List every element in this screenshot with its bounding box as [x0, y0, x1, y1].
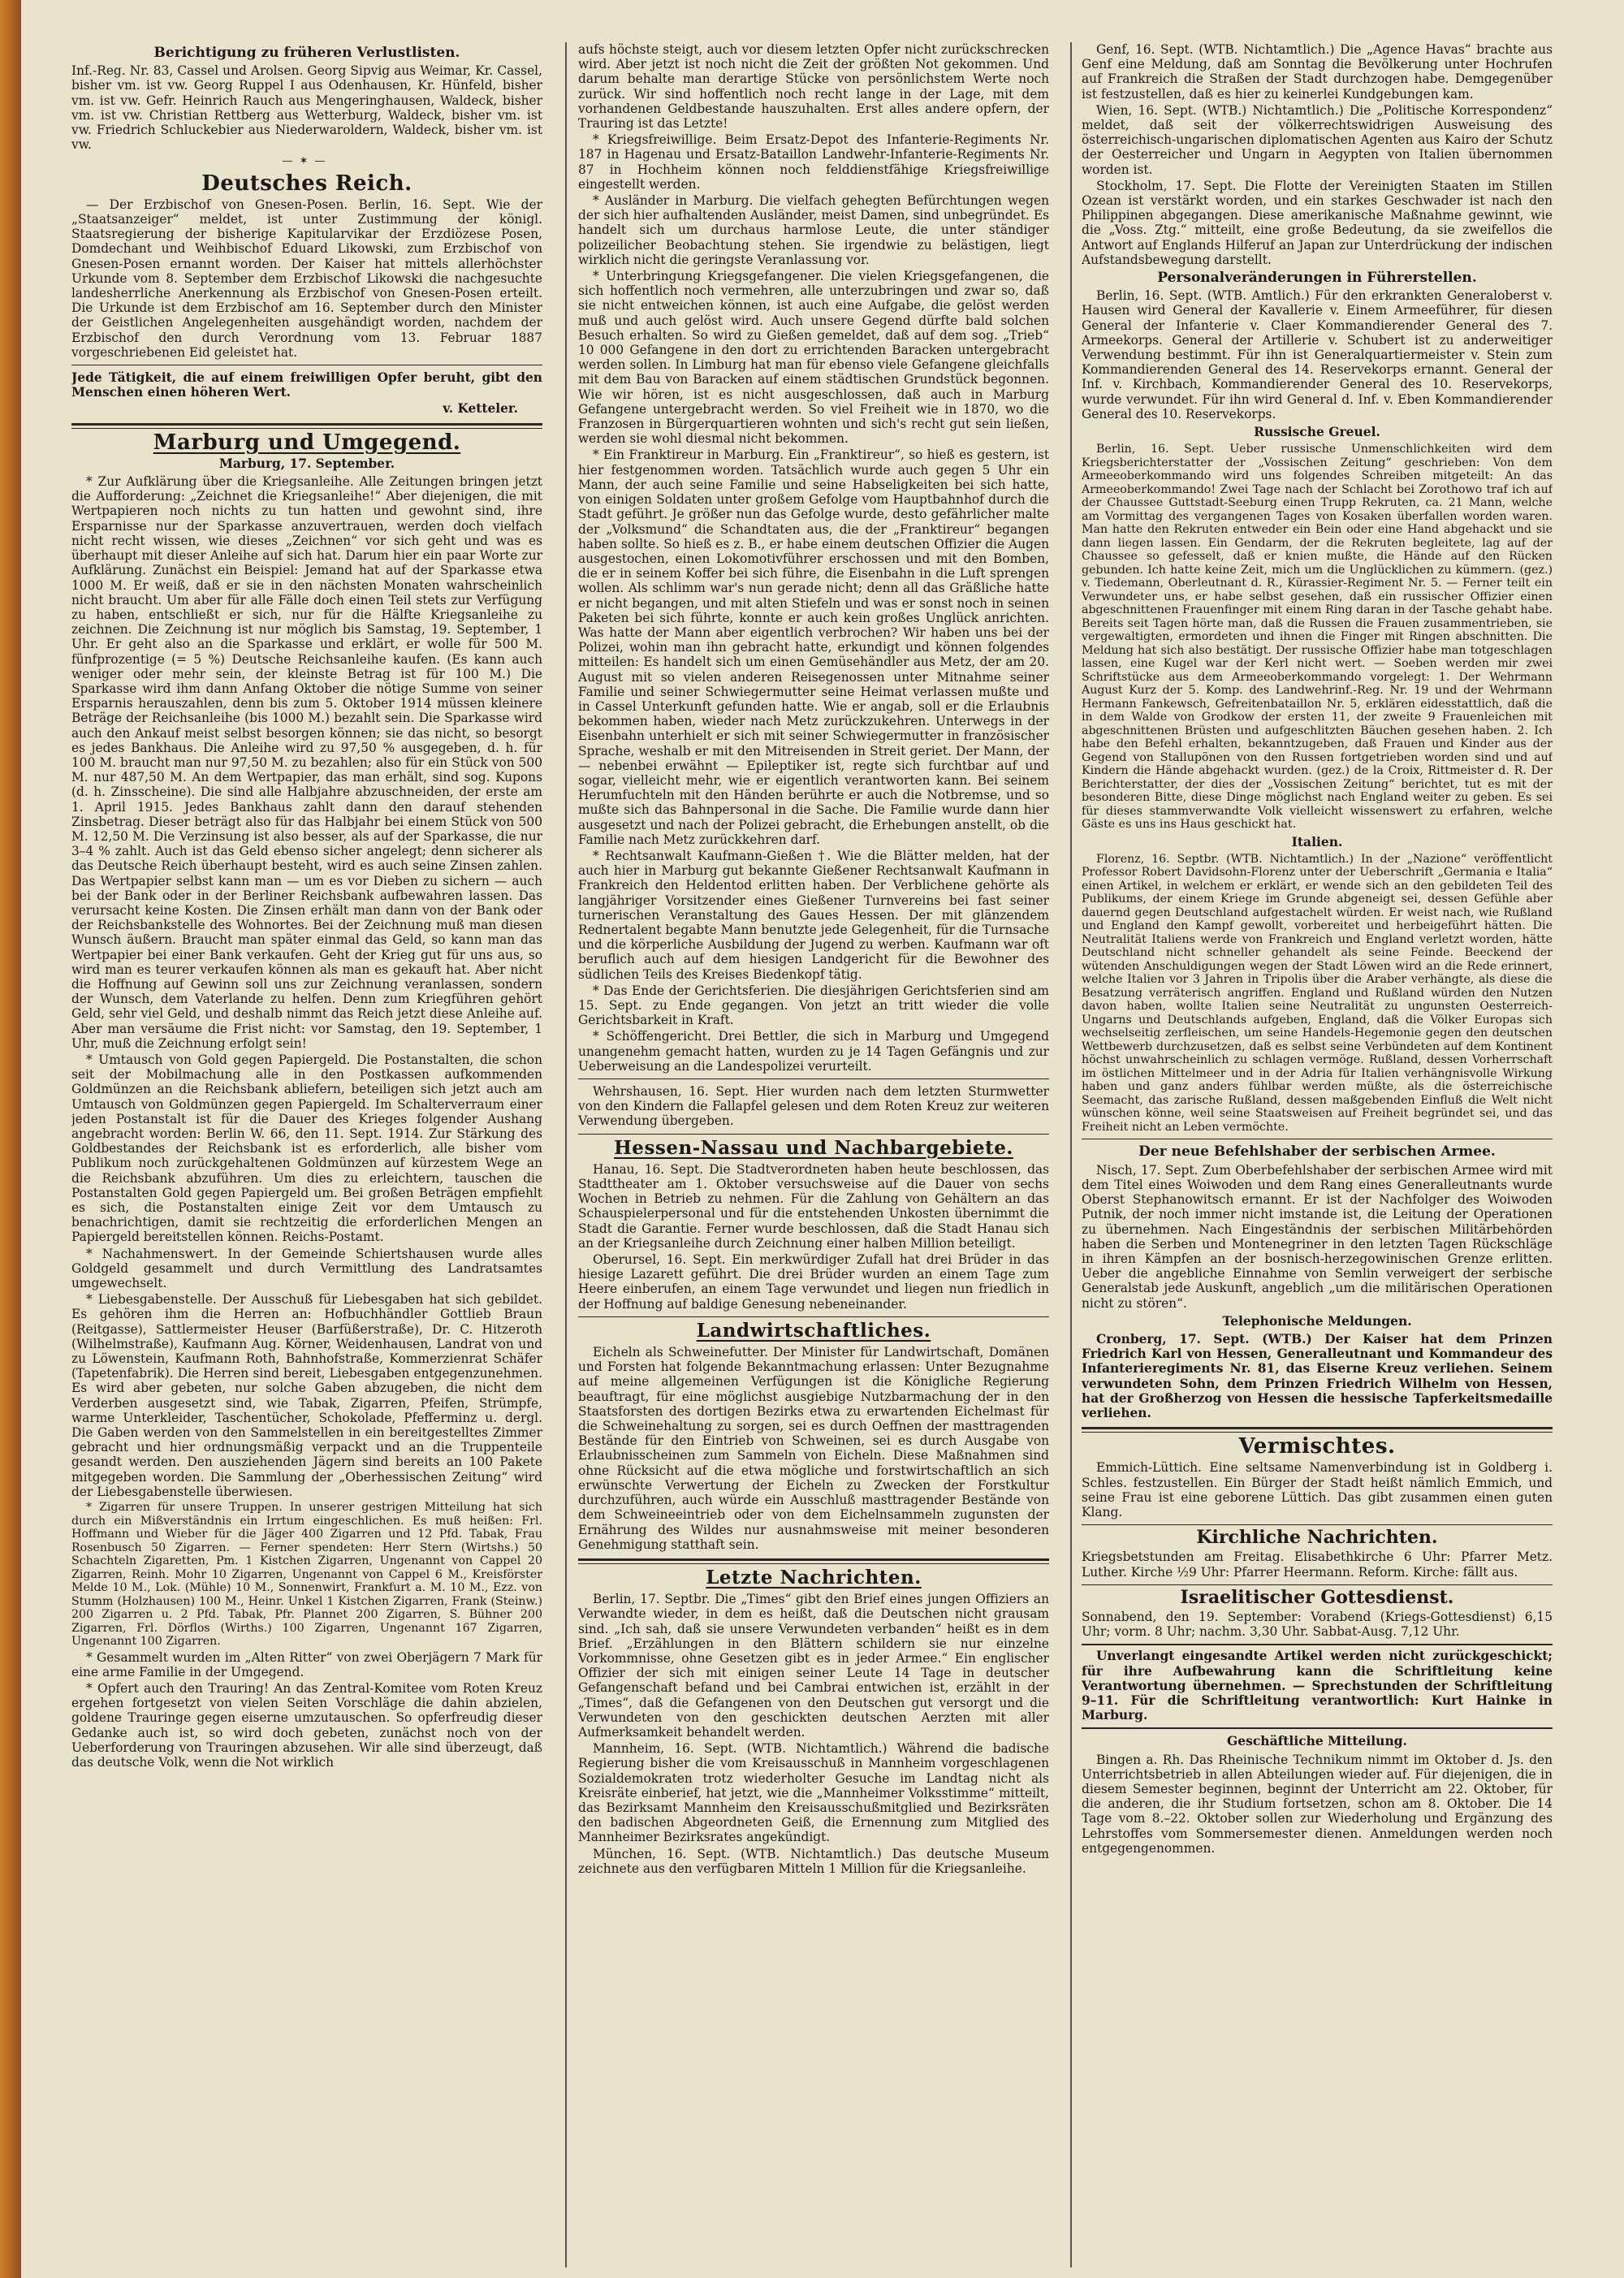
- column-3: [1082, 42, 1553, 2267]
- article-nachahmenswert: * Nachahmenswert. In der Gemeinde Schiertshausen wurde alles Goldgeld gesammelt und durch Vermittlung des Landratsamtes umgewechselt.: [71, 1246, 542, 1291]
- article-trauring-cont: aufs höchste steigt, auch vor diesem letzten Opfer nicht zurückschrecken wird. Aber jetzt ist noch nicht die Zeit der größten Not gekommen. Und darum behalte man derartige Stücke von persönlichstem Werte noch zurück. Wir sind hoffentlich noch recht lange in der Lage, mit dem vorhandenen Geldbestande hauszuhalten. Erst alles andere opfern, der Trauring ist das Letzte!: [578, 42, 1049, 132]
- article-wien: Wien, 16. Sept. (WTB.) Nichtamtlich.) Die „Politische Korrespondenz“ meldet, daß seit der völkerrechtswidrigen Ausweisung des österreichisch-ungarischen diplomatischen Agenten aus Kairo der Schutz der Oesterreicher und Ungarn in Aegypten von Italien übernommen worden ist.: [1082, 102, 1553, 177]
- article-stockholm: Stockholm, 17. Sept. Die Flotte der Vereinigten Staaten im Stillen Ozean ist verstärkt worden, und ein starkes Geschwader ist nach den Philippinen abgegangen. Diese amerikanische Maßnahme gewinnt, wie die „Voss. Ztg.“ mitteilt, eine große Bedeutung, da sie zweifellos die Antwort auf Englands Hilferuf an Japan zur Unterdrückung der indischen Aufstandsbewegung darstellt.: [1082, 178, 1553, 267]
- rule: [578, 1134, 1049, 1135]
- article-personal: Berlin, 16. Sept. (WTB. Amtlich.) Für den erkrankten Generaloberst v. Hausen wird General der Kavallerie v. Einem Armeeführer, für diesen General der Infanterie v. Claer Kommandierender General des 7. Armeekorps. General der Artillerie v. Schubert ist zu anderweitiger Verwendung bestimmt. Für ihn ist Generalquartiermeister v. Stein zum Kommandierenden General des 14. Reservekorps ernannt. General der Inf. v. Kirchbach, Kommandierender General des 10. Reservekorps, wurde verwundet. Für ihn wird General d. Inf. v. Eben Kommandierender General des 10. Reservekorps.: [1082, 288, 1553, 421]
- article-kriegsgefangene: * Unterbringung Kriegsgefangener. Die vielen Kriegsgefangenen, die sich hoffentlich noch vermehren, alle unterzubringen und zwar so, daß sie nicht entweichen können, ist auch eine Aufgabe, die gelöst werden muß und auch gelöst wird. Auch unsere Gegend dürfte bald solchen Besuch erhalten. So wird zu Gießen gemeldet, daß auf dem sog. „Trieb“ 10 000 Gefangene in den dort zu errichtenden Baracken untergebracht werden sollen. In Limburg hat man für ebenso viele Gefangene gleichfalls mit dem Bau von Baracken auf einem städtischen Grundstück begonnen. Wie wir hören, ist es nicht ausgeschlossen, daß auch in Marburg Gefangene untergebracht werden. So viel Freiheit wie in 1870, wo die Franzosen in Bürgerquartieren wohnten und sich's recht gut sein ließen, werden sie wohl diesmal nicht bekommen.: [578, 269, 1049, 447]
- article-greuel: Berlin, 16. Sept. Ueber russische Unmenschlichkeiten wird dem Kriegsberichterstatter der „Vossischen Zeitung“ geschrieben: Von dem Armeeoberkommando wird uns folgendes Schreiben mitgeteilt: An das Armeeoberkommando! Zwei Tage nach der Schlacht bei Zorothowo traf ich auf der Chaussee Guttstadt-Seeburg einen Trupp Rekruten, ca. 21 Mann, welche am Vormittag des vergangenen Tages von Kosaken überfallen worden waren. Man hatte den Rekruten entweder ein Bein oder eine Hand abgehackt und sie dann liegen lassen. Ein Gendarm, der die Rekruten begleitete, lag auf der Chaussee so gefesselt, daß er knien mußte, die Hände auf den Rücken gebunden. Ich hatte keine Zeit, mich um die Unglücklichen zu kümmern. (gez.) v. Tiedemann, Oberleutnant d. R., Kürassier-Regiment Nr. 5. — Ferner teilt ein Verwundeter uns, er habe selbst gesehen, daß ein russischer Offizier einen abgeschnittenen Frauenfinger mit einem Ring daran in der Tasche gehabt habe. Bereits seit Tagen hörte man, daß die Russen die Frauen zusammentrieben, sie vergewaltigten, ermordeten und ihnen die Finger mit Ringen abschnitten. Die Meldung hat sich also bestätigt. Der russische Offizier habe man totgeschlagen lassen, eine Kugel war der Kerl nicht wert. — Soeben werden mir zwei Schriftstücke aus dem Armeeoberkommando vorgelegt: 1. Der Wehrmann August Kurz der 5. Komp. des Landwehrinf.-Reg. Nr. 19 und der Wehrmann Hermann Fankewsch, Gefreitenbataillon Nr. 5, erklären eidesstattlich, daß die in dem Walde von Grodkow der ersten 11, der zweite 9 Frauenleichen mit abgeschnittenen Brüsten und aufgeschlitzten Bäuchen gesehen haben. 2. Ich habe den Befehl erhalten, bekanntzugeben, daß Frauen und Kinder aus der Gegend von Stallupönen von den Russen fortgetrieben worden sind und auf Kindern die Hände abgehackt wurden. (gez.) de la Croix, Rittmeister d. R. Der Berichterstatter, der dies der „Vossischen Zeitung“ berichtet, tut es mit der besonderen Bitte, diese Dinge möglichst nach England weiter zu geben. Es sei für dieses stammverwandte Volk vielleicht wissenswert zu erfahren, welche Gäste es uns ins Haus geschickt hat.: [1082, 443, 1553, 832]
- article-zigarren: * Zigarren für unsere Truppen. In unserer gestrigen Mitteilung hat sich durch ein Mißverständnis ein Irrtum eingeschlichen. Es muß heißen: Frl. Hoffmann und Wieber für die Jäger 400 Zigarren und 12 Pfd. Tabak, Frau Rosenbusch 50 Zigarren. — Ferner spendeten: Herr Stern (Wirtshs.) 50 Schachteln Zigaretten, Pm. 1 Kistchen Zigarren, Ungenannt von Cappel 20 Zigarren, Reinh. Mohr 10 Zigarren, Ungenannt von Cappel 6 M., Kreisförster Melde 10 M., Lok. (Mühle) 10 M., Sonnenwirt, Frankfurt a. M. 10 M., Ezz. von Stumm (Holzhausen) 100 M., Heinr. Unkel 1 Kistchen Zigarren, Frank (Steinw.) 200 Zigarren u. 2 Pfd. Tabak, Pfr. Plannet 200 Zigarren, S. Bühner 200 Zigarren, Frl. Dörflos (Wirths.) 100 Zigarren, Ungenannt 167 Zigarren, Ungenannt 100 Zigarren.: [71, 1501, 542, 1649]
- article-gesammelt: * Gesammelt wurden im „Alten Ritter“ von zwei Oberjägern 7 Mark für eine arme Familie in der Umgegend.: [71, 1649, 542, 1679]
- article-mannheim: Mannheim, 16. Sept. (WTB. Nichtamtlich.) Während die badische Regierung bisher die vom Kreisausschuß in Mannheim vorgeschlagenen Sozialdemokraten trotz wiederholter Gesuche im Landtag nicht als Kreisräte einberief, hat jetzt, wie die „Mannheimer Volksstimme“ mitteilt, das Bezirksamt Mannheim den Kreisausschußmitglied und Bezirksräten den badischen Abgeordneten Geiß, die Ernennung zum Mitglied des Mannheimer Bezirksrates angekündigt.: [578, 1741, 1049, 1845]
- section-title-telephon: Telephonische Meldungen.: [1222, 1312, 1412, 1329]
- article-bingen: Bingen a. Rh. Das Rheinische Technikum nimmt im Oktober d. Js. den Unterrichtsbetrieb in allen Abteilungen wieder auf. Für diejenigen, die in diesem Semester beginnen, beginnt der Unterricht am 22. Oktober, für die anderen, die ihr Studium fortsetzen, schon am 8. Oktober. Die 14 Tage vom 8.–22. Oktober sollen zur Wiederholung und Ergänzung des Lehrstoffes vom Sommersemester dienen. Anmeldungen werden noch entgegengenommen.: [1082, 1752, 1553, 1856]
- article-oberursel: Oberursel, 16. Sept. Ein merkwürdiger Zufall hat drei Brüder in das hiesige Lazarett geführt. Die drei Brüder wurden an einem Tage zum Heere einberufen, an einem Tage verwundet und liegen nun friedlich in der Hoffnung auf baldige Genesung nebeneinander.: [578, 1252, 1049, 1312]
- article-muenchen: München, 16. Sept. (WTB. Nichtamtlich.) Das deutsche Museum zeichnete aus den verfügbaren Mitteln 1 Million für die Kriegsanleihe.: [578, 1846, 1049, 1876]
- notice-box: [1082, 1644, 1553, 1729]
- section-title-kirchlich: Kirchliche Nachrichten.: [1196, 1527, 1438, 1549]
- article-eicheln: Eicheln als Schweinefutter. Der Minister für Landwirtschaft, Domänen und Forsten hat folgende Bekanntmachung erlassen: Unter Bezugnahme auf meine allgemeinen Verfügungen ist die Königliche Regierung beauftragt, für eine möglichst ausgiebige Nutzbarmachung der in den Staatsforsten des dortigen Bezirks etwa zu erwartenden Eichelmast für die Schweinehaltung zu sorgen, sei es durch Oeffnen der masttragenden Bestände für den Eintrieb von Schweinen, sei es durch Ausgabe von Erlaubnisscheinen zum Sammeln von Eicheln. Diese Maßnahmen sind ohne Rücksicht auf die etwa mögliche und forstwirtschaftlich an sich erwünschte Verwertung der Eicheln zu Zwecken der Forstkultur durchzuführen, auch würde ein Ausschluß masttragender Bestände von dem Schweineeintrieb oder von dem Eichelnsammeln zugunsten der Ernährung des Wildes nur ausnahmsweise mit meiner besonderen Genehmigung statthaft sein.: [578, 1345, 1049, 1552]
- article-berlin-times: Berlin, 17. Septbr. Die „Times“ gibt den Brief eines jungen Offiziers an Verwandte wieder, in dem es heißt, daß die Deutschen nicht grausam sind. „Ich sah, daß sie unsere Verwundeten verbanden“ heißt es in dem Brief. „Erzählungen in den Blättern schildern sie nur einzelne Vorkommnisse, ohne Gesetzen gibt es in jeder Armee.“ Ein englischer Offizier der sich mit einigen seiner Leute 14 Tage in deutscher Gefangenschaft befand und bei Cambrai entwichen ist, erzählt in der „Times“, daß die Gefangenen von den Deutschen gut versorgt und die Verwundeten von den geschickten deutschen Aerzten mit aller Aufmerksamkeit behandelt werden.: [578, 1592, 1049, 1740]
- article-schoeffengericht: * Schöffengericht. Drei Bettler, die sich in Marburg und Umgegend unangenehm gemacht hatten, wurden zu je 14 Tagen Gefängnis und zur Ueberweisung an die Landespolizei verurteilt.: [578, 1029, 1049, 1074]
- section-rule: [1082, 1427, 1553, 1433]
- rule: [578, 1078, 1049, 1079]
- article-kaufmann: * Rechtsanwalt Kaufmann-Gießen †. Wie die Blätter melden, hat der auch hier in Marburg gut bekannte Gießener Rechtsanwalt Kaufmann in Frankreich den Heldentod erlitten haben. Der Verblichene gehörte als langjähriger Vorsitzender eines Gießener Turnvereins bei fast seiner turnerischen Veranstaltung des Gaues Hessen. Der mit glänzendem Rednertalent begabte Mann benutzte jede Gelegenheit, für die Turnsache und die körperliche Ausbildung der Jugend zu werben. Kaufmann war oft beruflich auch auf dem hiesigen Landgericht für die Bewohner des südlichen Teils des Kreises Biedenkopf tätig.: [578, 848, 1049, 982]
- article-franktireur: * Ein Franktireur in Marburg. Ein „Franktireur“, so hieß es gestern, ist hier festgenommen worden. Tatsächlich wurde auch gegen 5 Uhr ein Mann, der auch seine Familie und seine Habseligkeiten bei sich hatte, von einigen Soldaten unter großem Gefolge vom Hauptbahnhof durch die Stadt geführt. Je größer nun das Gefolge wurde, desto gefährlicher malte der „Volksmund“ die Schandtaten aus, die der „Franktireur“ begangen haben sollte. So hieß es z. B., er habe einem deutschen Offizier die Augen ausgestochen, einen Lokomotivführer erschossen und mit den Bomben, die er in seinem Koffer bei sich führe, die Eisenbahn in die Luft sprengen wollen. Als schlimm war's nun gerade nicht; denn all das Gräßliche hatte er nicht begangen, und mit alten Stiefeln und was er sonst noch in seinen Paketen bei sich führte, konnte er auch kein großes Unglück anrichten. Was hatte der Mann aber eigentlich verbrochen? Wir haben uns bei der Polizei, wohin man ihn gebracht hatte, erkundigt und können folgendes mitteilen: Es handelt sich um einen Gemüsehändler aus Metz, der am 20. August mit so vielen anderen Reisegenossen unter Mitnahme seiner Familie und seiner Schwiegermutter seine Heimat verlassen mußte und in Cassel Unterkunft gefunden hatte. Wie er angab, soll er die Erlaubnis bekommen haben, wieder nach Metz zurückzukehren. Unterwegs in der Eisenbahn unterhielt er sich mit seiner Schwiegermutter in französischer Sprache, weshalb er mit den Mitreisenden in Streit geriet. Der Mann, der — nebenbei erwähnt — Epileptiker ist, regte sich furchtbar auf und sogar, vielleicht mehr, wie er eigentlich verantworten kann. Bei seinem Herumfuchteln mit den Händen berührte er auch die Notbremse, und so mußte sich das Bahnpersonal in die Sache. Die Familie wurde dann hier ausgesetzt und nach der Polizei gebracht, die Erhebungen anstellt, ob die Familie nach Metz zurückkehren darf.: [578, 447, 1049, 847]
- column-1: [71, 42, 542, 2267]
- column-rule: [565, 42, 567, 2267]
- section-rule: [71, 423, 542, 429]
- article-italien: Florenz, 16. Septbr. (WTB. Nichtamtlich.) In der „Nazione“ veröffentlicht Professor Robert Davidsohn-Florenz unter der Ueberschrift „Germania e Italia“ einen Artikel, in welchem er erklärt, er wende sich an den gebildeten Teil des Publikums, der einem Kriege im Grunde abgeneigt sei, dessen Gefühle aber dauernd gegen Deutschland aufgestachelt würden. Er weist nach, wie Rußland und England den Kampf gewollt, vorbereitet und herbeigeführt hätten. Die Neutralität Italiens werde von Frankreich und England verletzt worden, hätte Deutschland nicht schneller gehandelt als seine Feinde. Beeckend der wütenden Anschuldigungen wegen der Stadt Löwen wird an die Rede erinnert, welche Italien vor 3 Jahren in Tripolis über die Araber verhängte, als diese die Besatzung verräterisch angriffen. England und Rußland würden den Nutzen davon haben, wollte Italien seine Neutralität zu ungunsten Oesterreich-Ungarns und Deutschlands aufgeben, England, daß die Völker Europas sich wechselseitig zerfleischen, um seine Handels-Hegemonie gegen den deutschen Wettbewerb durchzusetzen, daß es selbst seine Verbündeten auf dem Kontinent höchst unwahrscheinlich zu schlagen vermöge. Rußland, dessen Vorherrschaft im östlichen Mittelmeer und in der Adria für Italien verhängnisvolle Wirkung haben und ganz anders fühlbar werden müßte, als die österreichische Seemacht, das zarische Rußland, dessen maßgebenden Einfluß die Welt nicht wünschen könne, weil seine Staatsweisen auf Freiheit begründet sei, und das Freiheit nicht an Leben vermöchte.: [1082, 852, 1553, 1134]
- verlustliste-title: Berichtigung zu früheren Verlustlisten.: [153, 45, 460, 61]
- section-title-italien: Italien.: [1291, 833, 1343, 849]
- section-title-deutsches-reich: Deutsches Reich.: [201, 171, 412, 196]
- section-title-vermischtes: Vermischtes.: [1238, 1434, 1396, 1459]
- notice-schriftleitung: Unverlangt eingesandte Artikel werden nicht zurückgeschickt; für ihre Aufbewahrung kann die Schriftleitung keine Verantwortung übernehmen. — Sprechstunden der Schriftleitung 9–11. Für die Schriftleitung verantwortlich: Kurt Hainke in Marburg.: [1082, 1649, 1553, 1723]
- article-auslaender: * Ausländer in Marburg. Die vielfach gehegten Befürchtungen wegen der sich hier aufhaltenden Ausländer, meist Damen, sind unbegründet. Es handelt sich um durchaus harmlose Leute, die unter ständiger polizeilicher Beobachtung stehen. Sie irgendwie zu belästigen, liegt wirklich nicht die geringste Veranlassung vor.: [578, 193, 1049, 267]
- article-kriegsanleihe: * Zur Aufklärung über die Kriegsanleihe. Alle Zeitungen bringen jetzt die Aufforderung: „Zeichnet die Kriegsanleihe!“ Aber diejenigen, die mit Wertpapieren noch nichts zu tun hatten und gewohnt sind, ihre Ersparnisse nur der Sparkasse anzuvertrauen, werden doch vielfach nicht recht wissen, wie dieses „Zeichnen“ vor sich geht und was es überhaupt mit dieser Anleihe auf sich hat. Darum hier ein paar Worte zur Aufklärung. Zunächst ein Beispiel: Jemand hat auf der Sparkasse etwa 1000 M. Er weiß, daß er sie in den nächsten Monaten wahrscheinlich nicht braucht. Um aber für alle Fälle doch einen Teil stets zur Verfügung zu haben, entschließt er sich, nur für die Hälfte Kriegsanleihe zu zeichnen. Die Zeichnung ist nur möglich bis Samstag, 19. September, 1 Uhr. Er geht also an die Sparkasse und erklärt, er wolle für 500 M. fünfprozentige (= 5 %) Deutsche Reichsanleihe kaufen. (Es kann auch weniger oder mehr sein, der kleinste Betrag ist für 100 M.) Die Sparkasse wird ihm dann Anfang Oktober die nötige Summe von seiner Ersparnis herauszahlen, denn bis zum 5. Oktober 1914 müssen kleinere Beträge der Reichsanleihe (bis 1000 M.) bezahlt sein. Die Sparkasse wird auch den Ankauf meist selbst besorgen können; sie das nicht, so besorgt es jedes Bankhaus. Die Anleihe wird zu 97,50 % ausgegeben, d. h. für 100 M. braucht man nur 97,50 M. zu bezahlen; also für ein Stück von 500 M. nur 487,50 M. An dem Wertpapier, das man erhält, sind sog. Kupons (d. h. Zinsscheine). Die sind alle Halbjahre abzuschneiden, der erste am 1. April 1915. Jedes Bankhaus zahlt dann den darauf stehenden Zinsbetrag. Dieser beträgt also für das Halbjahr bei einem Stück von 500 M. 12,50 M. Die Verzinsung ist also besser, als auf der Sparkasse, die nur 3–4 % zahlt. Auch ist das Geld ebenso sicher angelegt; denn sicherer als das Deutsche Reich überhaupt besteht, wird es auch seine Zinsen zahlen. Das Wertpapier selbst kann man — um es vor Dieben zu sichern — auch bei der Bank oder in der Berliner Reichsbank aufbewahren lassen. Das verursacht keine Kosten. Die Zinsen erhält man dann von der Bank oder der Reichsbankstelle des Wohnortes. Bei der Zeichnung muß man diesen Wunsch äußern. Braucht man später einmal das Geld, so kann man das Wertpapier bei einer Bank verkaufen. Geht der Krieg gut für uns aus, so wird man es teurer verkaufen können als man es gekauft hat. Aber nicht die Hoffnung auf Gewinn soll uns zur Zeichnung veranlassen, sondern der Wunsch, dem Vaterlande zu helfen. Denn zum Kriegführen gehört Geld, sehr viel Geld, und deshalb nimmt das Reich jetzt diese Anleihe auf. Aber man versäume die Frist nicht: vor Samstag, den 19. September, 1 Uhr, muß die Zeichnung erfolgt sein!: [71, 474, 542, 1051]
- section-title-marburg: Marburg und Umgegend.: [153, 430, 461, 455]
- article-serbien: Nisch, 17. Sept. Zum Oberbefehlshaber der serbischen Armee wird mit dem Titel eines Woiwoden und dem Rang eines Generalleutnants wurde Oberst Stephanowitsch ernannt. Er ist der Nachfolger des Woiwoden Putnik, der noch immer nicht imstande ist, die Leitung der Operationen zu übernehmen. Nach Eingeständnis der serbischen Militärbehörden haben die Serben und Montenegriner in den letzten Tagen Rückschläge in ihren Kämpfen an der bosnisch-herzegowinischen Grenze erlitten. Ueber die angebliche Einnahme von Semlin verweigert der serbische Generalstab jede Auskunft, angeblich „um die militärischen Operationen nicht zu stören“.: [1082, 1162, 1553, 1311]
- section-title-letzte-nachrichten: Letzte Nachrichten.: [706, 1566, 922, 1589]
- rule: [578, 1316, 1049, 1317]
- quote-text: Jede Tätigkeit, die auf einem freiwilligen Opfer beruht, gibt den Menschen einen höheren Wert.: [71, 370, 542, 400]
- verlustliste-text: Inf.-Reg. Nr. 83, Cassel und Arolsen. Georg Sipvig aus Weimar, Kr. Cassel, bisher vm. ist vw. Georg Ruppel I aus Odenhausen, Kr. Hünfeld, bisher vm. ist vw. Gefr. Heinrich Rauch aus Mengeringhausen, Waldeck, bisher vm. ist vw. Christian Rettberg aus Wetterburg, Waldeck, bisher vm. ist vw. Friedrich Schluckebier aus Niederwaroldern, Waldeck, bisher vm. ist vw.: [71, 63, 542, 153]
- section-title-greuel: Russische Greuel.: [1254, 424, 1380, 440]
- section-title-landwirtschaft: Landwirtschaftliches.: [696, 1319, 931, 1342]
- article-genf: Genf, 16. Sept. (WTB. Nichtamtlich.) Die „Agence Havas“ brachte aus Genf eine Meldung, daß am Sonntag die Bevölkerung unter Hochrufen auf Frankreich die Straßen der Stadt durchzogen habe. Demgegenüber ist festzustellen, daß es hier zu keinerlei Kundgebungen kam.: [1082, 42, 1553, 102]
- section-title-hessen-nassau: Hessen-Nassau und Nachbargebiete.: [614, 1136, 1013, 1159]
- page-binding-edge: [0, 0, 21, 2278]
- article-kriegsfreiwillige: * Kriegsfreiwillige. Beim Ersatz-Depot des Infanterie-Regiments Nr. 187 in Hagenau und Ersatz-Bataillon Landwehr-Infanterie-Regiments Nr. 87 in Hochheim können noch felddienstfähige Kriegsfreiwillige eingestellt werden.: [578, 132, 1049, 192]
- article-erzbischof: — Der Erzbischof von Gnesen-Posen. Berlin, 16. Sept. Wie der „Staatsanzeiger“ meldet, ist unter Zustimmung der königl. Staatsregierung der bisherige Kapitularvikar der Erzdiözese Posen, Domdechant und Weihbischof Eduard Likowski, zum Erzbischof von Gnesen-Posen ernannt worden. Der Kaiser hat mittels allerhöchster Urkunde vom 8. September dem Erzbischof Likowski die nachgesuchte landesherrliche Anerkennung als Erzbischof von Gnesen-Posen erteilt. Die Urkunde ist dem Erzbischof am 16. September durch den Minister der Geistlichen Angelegenheiten ausgehändigt worden, nachdem der Erzbischof den durch Verordnung vom 13. Februar 1887 vorgeschriebenen Eid geleistet hat.: [71, 197, 542, 360]
- section-title-personal: Personalveränderungen in Führerstellen.: [1157, 270, 1477, 287]
- separator-star: —✶—: [282, 155, 332, 168]
- section-title-serbien: Der neue Befehlshaber der serbischen Armee.: [1138, 1143, 1496, 1161]
- dateline-marburg: Marburg, 17. September.: [218, 456, 395, 471]
- section-title-geschaeftlich: Geschäftliche Mitteilung.: [1227, 1733, 1407, 1749]
- quote-signature: v. Ketteler.: [443, 401, 518, 417]
- article-israelitisch: Sonnabend, den 19. September: Vorabend (Kriegs-Gottesdienst) 6,15 Uhr; vorm. 8 Uhr; nachm. 3,30 Uhr. Sabbat-Ausg. 7,12 Uhr.: [1082, 1609, 1553, 1640]
- article-trauring: * Opfert auch den Trauring! An das Zentral-Komitee vom Roten Kreuz ergehen fortgesetzt von vielen Seiten Vorschläge die dahin abzielen, goldene Trauringe gegen eiserne umzutauschen. So opferfreudig dieser Gedanke auch ist, so wird doch gebeten, zunächst noch von der Ueberforderung von Trauringen abzusehen. Wir alle sind überzeugt, daß das deutsche Volk, wenn die Not wirklich: [71, 1681, 542, 1770]
- article-cronberg: Cronberg, 17. Sept. (WTB.) Der Kaiser hat dem Prinzen Friedrich Karl von Hessen, Generalleutnant und Kommandeur des Infanterieregiments Nr. 81, das Eiserne Kreuz verliehen. Seinem verwundeten Sohn, dem Prinzen Friedrich Wilhelm von Hessen, hat der Großherzog von Hessen die hessische Tapferkeitsmedaille verliehen.: [1082, 1331, 1553, 1420]
- section-rule: [578, 1558, 1049, 1564]
- column-rule: [1070, 42, 1072, 2267]
- article-kirchlich: Kriegsbetstunden am Freitag. Elisabethkirche 6 Uhr: Pfarrer Metz. Luther. Kirche ½9 Uhr: Pfarrer Heermann. Reform. Kirche: fällt aus.: [1082, 1550, 1553, 1580]
- article-gerichtsferien: * Das Ende der Gerichtsferien. Die diesjährigen Gerichtsferien sind am 15. Sept. zu Ende gegangen. Von jetzt an tritt wieder die volle Gerichtsbarkeit in Kraft.: [578, 983, 1049, 1028]
- article-wehrshausen: Wehrshausen, 16. Sept. Hier wurden nach dem letzten Sturmwetter von den Kindern die Fallapfel gelesen und dem Roten Kreuz zur weiteren Verwendung übergeben.: [578, 1084, 1049, 1129]
- rule: [1082, 1584, 1553, 1585]
- column-2: [578, 42, 1049, 2267]
- article-hanau: Hanau, 16. Sept. Die Stadtverordneten haben heute beschlossen, das Stadttheater am 1. Oktober versuchsweise auf die Dauer von sechs Wochen in Betrieb zu nehmen. Für die Zahlung von Gehältern an das Schauspielerpersonal und für die entstehenden Unkosten übernimmt die Stadt die Garantie. Ferner wurde beschlossen, daß die Stadt Hanau sich an der Kriegsanleihe durch Zeichnung einer halben Million beteiligt.: [578, 1161, 1049, 1251]
- article-gold-umtausch: * Umtausch von Gold gegen Papiergeld. Die Postanstalten, die schon seit der Mobilmachung alle in den Postkassen aufkommenden Goldmünzen an die Reichsbank abliefern, beteiligen sich jetzt auch am Umtausch von Goldmünzen gegen Papiergeld. Im Schalterverraum einer jeden Postanstalt ist für die Dauer des Krieges folgender Aushang angebracht worden: Berlin W. 66, den 11. Sept. 1914. Zur Stärkung des Goldbestandes der Reichsbank ist es erforderlich, alle bisher vom Publikum noch zurückgehaltenen Goldmünzen auf kürzestem Wege an die Reichsbank abzuführen. Um dies zu erleichtern, tauschen die Postanstalten Gold gegen Papiergeld um. Bei großen Beträgen empfiehlt es sich, die Postanstalten einige Zeit vor dem Umtausch zu benachrichtigen, damit sie rechtzeitig die erforderlichen Mengen an Papiergeld bereitstellen können. Reichs-Postamt.: [71, 1053, 542, 1245]
- article-liebesgabenstelle: * Liebesgabenstelle. Der Ausschuß für Liebesgaben hat sich gebildet. Es gehören ihm die Herren an: Hofbuchhändler Gottlieb Braun (Reitgasse), Sattlermeister Heuser (Barfüßerstraße), Dr. C. Hitzeroth (Wilhelmstraße), Kaufmann Aug. Körner, Weidenhausen, Landrat von und zu Löwenstein, Kaufmann Roth, Bahnhofstraße, Kommerzienrat Schäfer (Tapetenfabrik). Die Herren sind bereit, Liebesgaben entgegenzunehmen. Es wird aber gebeten, nur solche Gaben abzugeben, die nicht dem Verderben ausgesetzt sind, wie Tabak, Zigarren, Pfeifen, Strümpfe, warme Unterkleider, Taschentücher, Schokolade, Pfefferminz u. dergl. Die Gaben werden von den Sammelstellen in ein bereitgestelltes Zimmer gebracht und hier ordnungsmäßig verpackt und an die Truppenteile gesandt werden. Den ausziehenden Jägern sind bereits an 100 Pakete mitgegeben worden. Die Sammlung der „Oberhessischen Zeitung“ wird der Liebesgabenstelle überwiesen.: [71, 1292, 542, 1499]
- rule: [1082, 1524, 1553, 1525]
- article-emmich: Emmich-Lüttich. Eine seltsame Namenverbindung ist in Goldberg i. Schles. festzustellen. Ein Bürger der Stadt heißt nämlich Emmich, und seine Frau ist eine geborene Lüttich. Das gibt zusammen einen guten Klang.: [1082, 1460, 1553, 1519]
- section-title-israelitisch: Israelitischer Gottesdienst.: [1180, 1586, 1454, 1608]
